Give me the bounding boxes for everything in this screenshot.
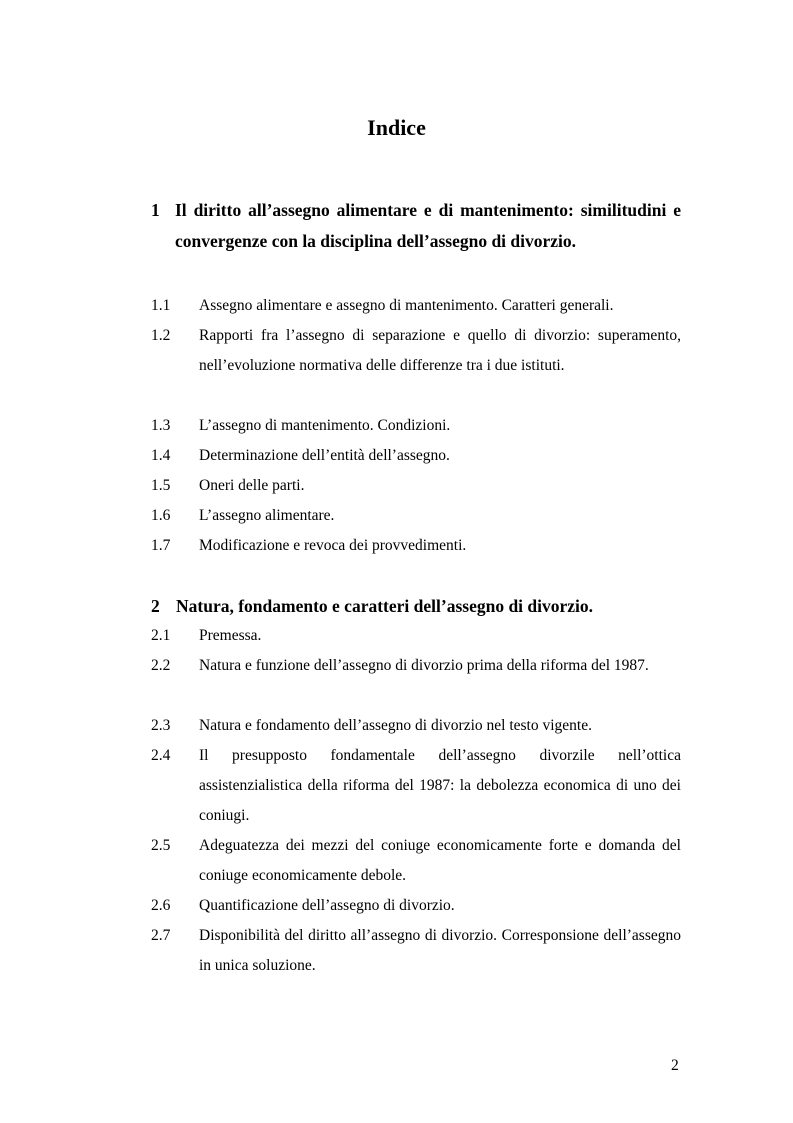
toc-entry bbox=[151, 471, 681, 501]
section-number: 2.4 bbox=[151, 747, 171, 764]
toc-entry bbox=[151, 711, 681, 741]
toc-entry bbox=[151, 441, 681, 471]
chapter-heading bbox=[151, 591, 681, 622]
section-title: Natura e fondamento dell’assegno di divorzio nel testo vigente. bbox=[199, 717, 592, 734]
section-number: 1.5 bbox=[151, 477, 171, 494]
toc-entry bbox=[151, 831, 681, 891]
toc-entry bbox=[151, 531, 681, 561]
section-number: 2.5 bbox=[151, 837, 171, 854]
section-number: 2.2 bbox=[151, 657, 171, 674]
toc-entry bbox=[151, 651, 681, 681]
toc-entry bbox=[151, 921, 681, 981]
chapter-number: 2 bbox=[151, 596, 160, 616]
section-number: 1.1 bbox=[151, 297, 171, 314]
toc-entry bbox=[151, 291, 681, 321]
section-title: Assegno alimentare e assegno di mantenimento. Caratteri generali. bbox=[199, 297, 614, 314]
section-title: L’assegno di mantenimento. Condizioni. bbox=[199, 417, 451, 434]
section-title: Adeguatezza dei mezzi del coniuge economicamente forte e domanda del coniuge economicamente debole. bbox=[199, 837, 681, 884]
toc-entry bbox=[151, 741, 681, 831]
chapter-title: Il diritto all’assegno alimentare e di mantenimento: similitudini e convergenze con la disciplina dell’assegno di divorzio. bbox=[175, 200, 681, 251]
section-number: 1.7 bbox=[151, 537, 171, 554]
toc-entry bbox=[151, 501, 681, 531]
section-title: Determinazione dell’entità dell’assegno. bbox=[199, 447, 450, 464]
section-title: Rapporti fra l’assegno di separazione e quello di divorzio: superamento, nell’evoluzione normativa delle differenze tra i due istituti. bbox=[199, 327, 681, 374]
chapter-title: Natura, fondamento e caratteri dell’assegno di divorzio. bbox=[176, 596, 594, 616]
chapter-heading bbox=[151, 195, 681, 256]
section-number: 1.3 bbox=[151, 417, 171, 434]
section-title: Modificazione e revoca dei provvedimenti. bbox=[199, 537, 467, 554]
section-number: 1.4 bbox=[151, 447, 171, 464]
section-title: Oneri delle parti. bbox=[199, 477, 305, 494]
toc-entry bbox=[151, 411, 681, 441]
section-title: Disponibilità del diritto all’assegno di divorzio. Corresponsione dell’assegno in unica soluzione. bbox=[199, 927, 681, 974]
section-number: 2.6 bbox=[151, 897, 171, 914]
page-number: 2 bbox=[671, 1057, 679, 1074]
section-title: Il presupposto fondamentale dell’assegno divorzile nell’ottica assistenzialistica della riforma del 1987: la debolezza economica di uno dei coniugi. bbox=[199, 747, 681, 824]
toc-entry bbox=[151, 891, 681, 921]
section-number: 1.6 bbox=[151, 507, 171, 524]
toc-entry bbox=[151, 321, 681, 381]
section-title: Premessa. bbox=[199, 627, 262, 644]
section-title: Natura e funzione dell’assegno di divorzio prima della riforma del 1987. bbox=[199, 657, 649, 674]
section-number: 2.1 bbox=[151, 627, 171, 644]
toc-entry bbox=[151, 621, 681, 651]
page-title: Indice bbox=[367, 115, 426, 140]
section-number: 2.3 bbox=[151, 717, 171, 734]
section-number: 2.7 bbox=[151, 927, 171, 944]
chapter-number: 1 bbox=[151, 200, 160, 220]
section-title: Quantificazione dell’assegno di divorzio. bbox=[199, 897, 455, 914]
section-title: L’assegno alimentare. bbox=[199, 507, 335, 524]
section-number: 1.2 bbox=[151, 327, 171, 344]
